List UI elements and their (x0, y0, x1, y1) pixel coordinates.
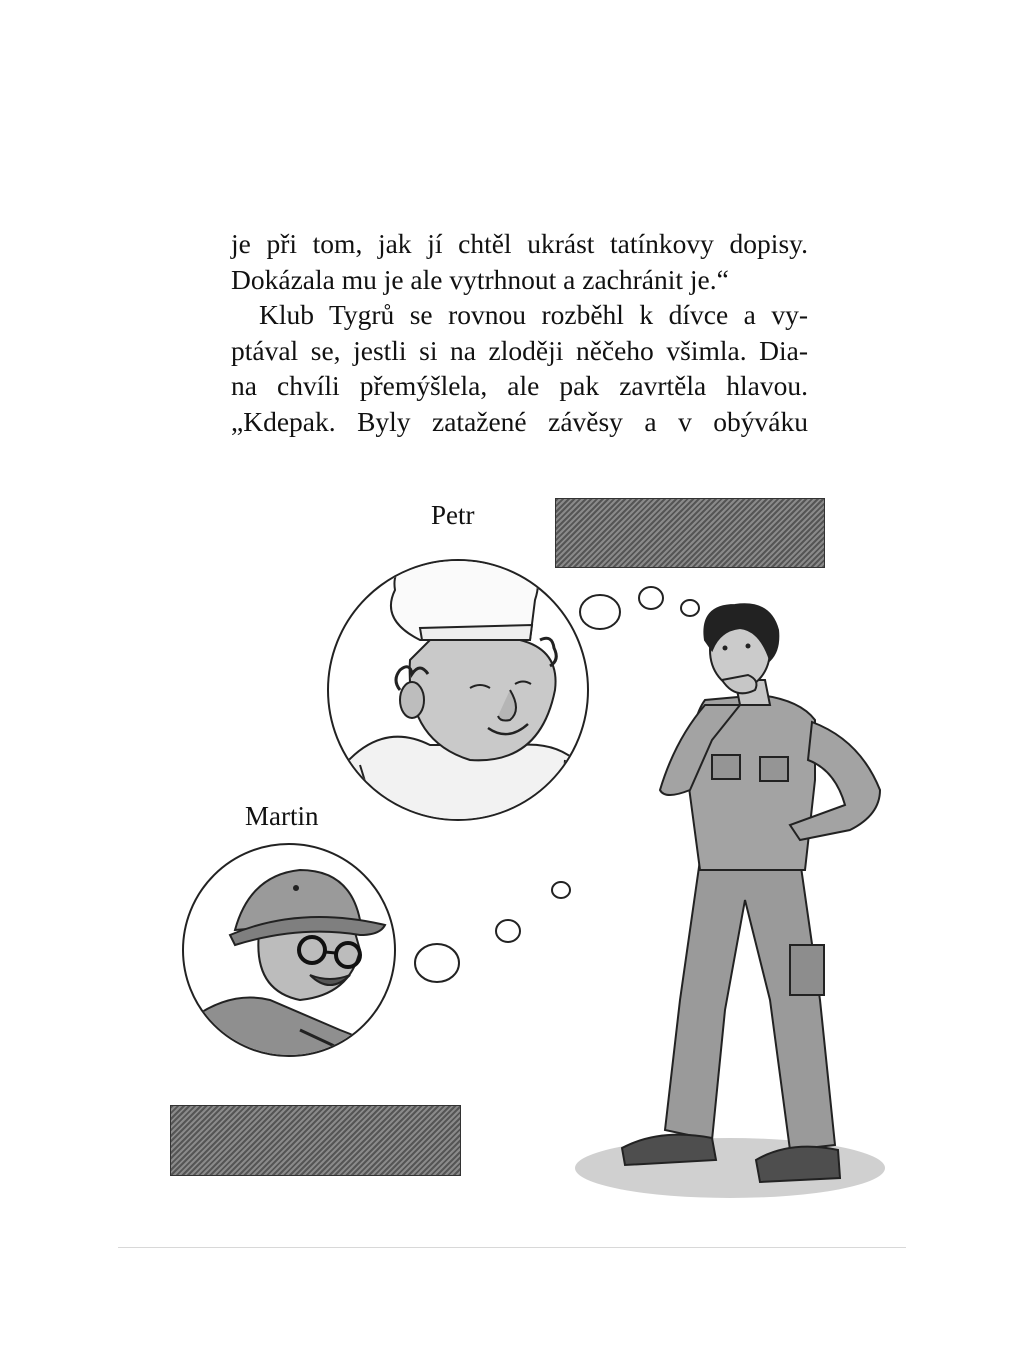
petr-portrait (328, 544, 600, 830)
text-line-6: „Kdepak. Byly zatažené závěsy a v obýváku (231, 405, 808, 437)
text-line-1: je při tom, jak jí chtěl ukrást tatínkovy dopisy. (231, 228, 808, 259)
thought-bubbles-martin (415, 882, 570, 982)
label-petr: Petr (431, 500, 475, 530)
redaction-box-top (555, 498, 825, 568)
page-divider (118, 1247, 906, 1248)
text-line-2: Dokázala mu je ale vytrhnout a zachránit je.“ (231, 263, 729, 295)
text-line-3: Klub Tygrů se rovnou rozběhl k dívce a vy- (259, 299, 808, 330)
redaction-box-bottom (170, 1105, 461, 1176)
label-martin: Martin (245, 801, 319, 831)
standing-boy-figure (622, 604, 880, 1182)
martin-portrait (183, 844, 395, 1070)
text-line-4: ptával se, jestli si na zloději něčeho všimla. Dia- (231, 334, 808, 366)
text-line-5: na chvíli přemýšlela, ale pak zavrtěla hlavou. (231, 370, 808, 401)
thought-bubbles-petr (580, 587, 699, 629)
